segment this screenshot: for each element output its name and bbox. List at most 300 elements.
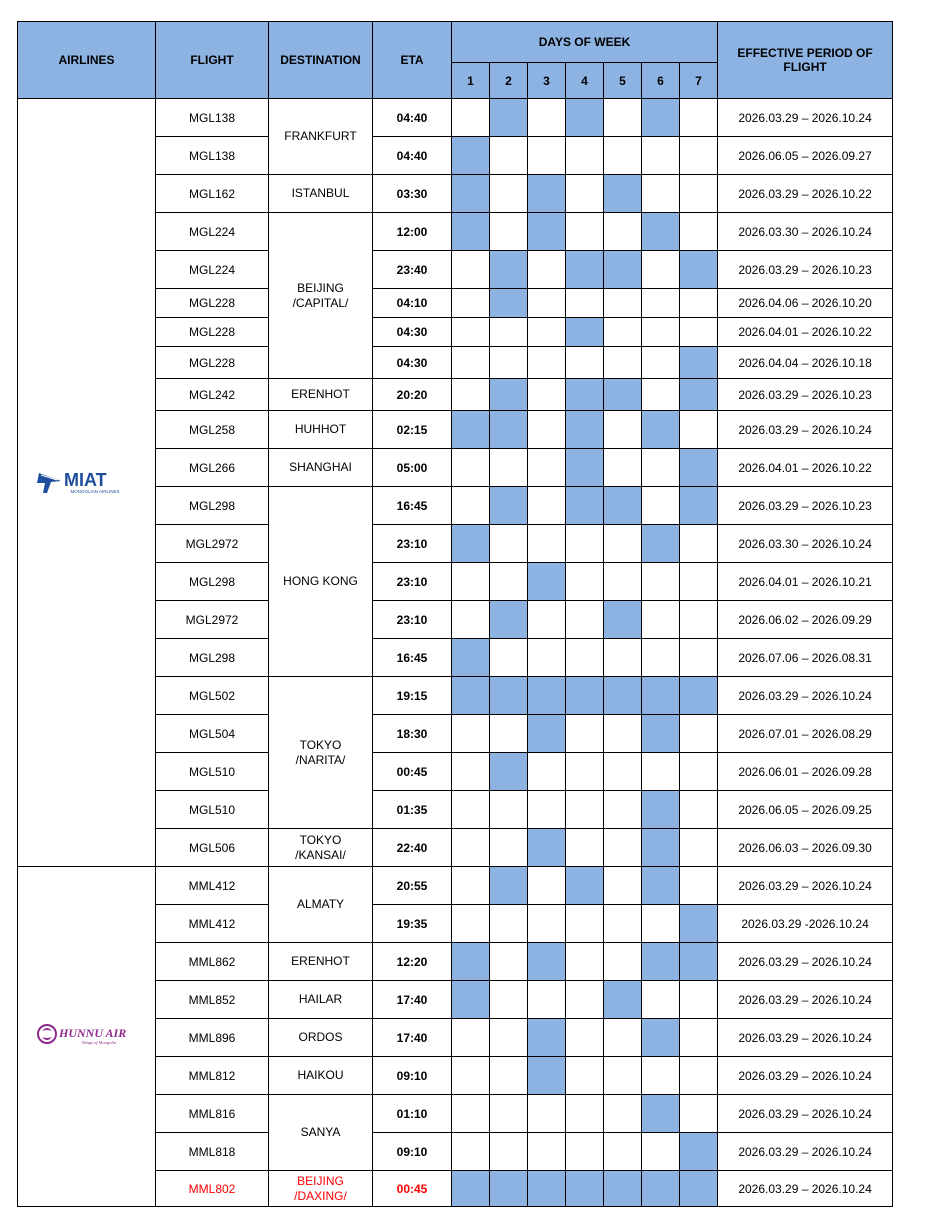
day-2-cell xyxy=(490,791,528,829)
miat-logo xyxy=(37,467,137,495)
day-3-cell xyxy=(528,639,566,677)
day-5-cell xyxy=(604,175,642,213)
day-1-cell xyxy=(452,347,490,379)
day-2-cell xyxy=(490,1171,528,1207)
day-2-cell xyxy=(490,175,528,213)
day-7-cell xyxy=(680,289,718,318)
flight-number: MML862 xyxy=(156,943,269,981)
flight-number: MML412 xyxy=(156,867,269,905)
day-7-cell xyxy=(680,715,718,753)
day-1-cell xyxy=(452,487,490,525)
eta: 03:30 xyxy=(373,175,452,213)
day-4-cell xyxy=(566,867,604,905)
effective-period: 2026.06.02 – 2026.09.29 xyxy=(718,601,893,639)
day-5-cell xyxy=(604,347,642,379)
day-6-cell xyxy=(642,213,680,251)
eta: 23:10 xyxy=(373,563,452,601)
day-7-cell xyxy=(680,99,718,137)
header-day-6: 6 xyxy=(642,63,680,99)
flight-number: MGL298 xyxy=(156,639,269,677)
day-6-cell xyxy=(642,867,680,905)
day-1-cell xyxy=(452,1171,490,1207)
day-5-cell xyxy=(604,943,642,981)
header-day-1: 1 xyxy=(452,63,490,99)
day-6-cell xyxy=(642,943,680,981)
effective-period: 2026.03.30 – 2026.10.24 xyxy=(718,525,893,563)
day-2-cell xyxy=(490,449,528,487)
day-2-cell xyxy=(490,601,528,639)
effective-period: 2026.03.29 – 2026.10.24 xyxy=(718,1171,893,1207)
day-7-cell xyxy=(680,943,718,981)
effective-period: 2026.03.29 – 2026.10.24 xyxy=(718,943,893,981)
day-2-cell xyxy=(490,867,528,905)
day-6-cell xyxy=(642,715,680,753)
eta: 04:40 xyxy=(373,137,452,175)
day-3-cell xyxy=(528,347,566,379)
flight-number: MGL138 xyxy=(156,137,269,175)
day-5-cell xyxy=(604,563,642,601)
effective-period: 2026.04.01 – 2026.10.22 xyxy=(718,449,893,487)
day-7-cell xyxy=(680,791,718,829)
day-4-cell xyxy=(566,981,604,1019)
day-6-cell xyxy=(642,411,680,449)
day-1-cell xyxy=(452,753,490,791)
day-5-cell xyxy=(604,1095,642,1133)
day-1-cell xyxy=(452,1057,490,1095)
eta: 04:30 xyxy=(373,318,452,347)
day-1-cell xyxy=(452,318,490,347)
day-6-cell xyxy=(642,829,680,867)
eta: 18:30 xyxy=(373,715,452,753)
eta: 19:15 xyxy=(373,677,452,715)
effective-period: 2026.03.29 – 2026.10.24 xyxy=(718,677,893,715)
flight-number: MGL502 xyxy=(156,677,269,715)
day-5-cell xyxy=(604,639,642,677)
day-5-cell xyxy=(604,601,642,639)
day-1-cell xyxy=(452,525,490,563)
effective-period: 2026.03.29 – 2026.10.22 xyxy=(718,175,893,213)
day-3-cell xyxy=(528,1095,566,1133)
flight-number: MGL162 xyxy=(156,175,269,213)
day-7-cell xyxy=(680,1171,718,1207)
effective-period: 2026.03.29 – 2026.10.23 xyxy=(718,251,893,289)
day-7-cell xyxy=(680,1019,718,1057)
day-3-cell xyxy=(528,1019,566,1057)
day-2-cell xyxy=(490,829,528,867)
day-2-cell xyxy=(490,1133,528,1171)
day-7-cell xyxy=(680,1095,718,1133)
day-3-cell xyxy=(528,867,566,905)
day-1-cell xyxy=(452,639,490,677)
day-2-cell xyxy=(490,639,528,677)
day-7-cell xyxy=(680,677,718,715)
flight-number: MML896 xyxy=(156,1019,269,1057)
day-2-cell xyxy=(490,213,528,251)
effective-period: 2026.04.01 – 2026.10.21 xyxy=(718,563,893,601)
day-6-cell xyxy=(642,1133,680,1171)
destination: HAILAR xyxy=(269,981,373,1019)
day-4-cell xyxy=(566,677,604,715)
flight-number: MGL228 xyxy=(156,318,269,347)
eta: 23:10 xyxy=(373,525,452,563)
day-1-cell xyxy=(452,791,490,829)
header-day-5: 5 xyxy=(604,63,642,99)
flight-number: MGL258 xyxy=(156,411,269,449)
destination: HAIKOU xyxy=(269,1057,373,1095)
svg-text:HUNNU AIR: HUNNU AIR xyxy=(58,1026,126,1040)
effective-period: 2026.04.01 – 2026.10.22 xyxy=(718,318,893,347)
destination: BEIJING /DAXING/ xyxy=(269,1171,373,1207)
day-6-cell xyxy=(642,981,680,1019)
day-3-cell xyxy=(528,715,566,753)
flight-number: MGL298 xyxy=(156,563,269,601)
day-6-cell xyxy=(642,1019,680,1057)
day-1-cell xyxy=(452,905,490,943)
effective-period: 2026.03.29 – 2026.10.24 xyxy=(718,411,893,449)
day-6-cell xyxy=(642,175,680,213)
eta: 00:45 xyxy=(373,1171,452,1207)
day-2-cell xyxy=(490,905,528,943)
day-4-cell xyxy=(566,905,604,943)
day-7-cell xyxy=(680,563,718,601)
day-3-cell xyxy=(528,318,566,347)
day-6-cell xyxy=(642,99,680,137)
eta: 09:10 xyxy=(373,1133,452,1171)
day-7-cell xyxy=(680,1057,718,1095)
effective-period: 2026.03.29 – 2026.10.24 xyxy=(718,1057,893,1095)
eta: 12:00 xyxy=(373,213,452,251)
day-6-cell xyxy=(642,137,680,175)
day-4-cell xyxy=(566,1133,604,1171)
effective-period: 2026.06.05 – 2026.09.27 xyxy=(718,137,893,175)
eta: 23:10 xyxy=(373,601,452,639)
day-5-cell xyxy=(604,99,642,137)
day-5-cell xyxy=(604,791,642,829)
flight-number: MGL242 xyxy=(156,379,269,411)
day-3-cell xyxy=(528,563,566,601)
day-6-cell xyxy=(642,753,680,791)
day-1-cell xyxy=(452,601,490,639)
day-6-cell xyxy=(642,1095,680,1133)
eta: 04:10 xyxy=(373,289,452,318)
svg-text:Wings of Mongolia: Wings of Mongolia xyxy=(81,1040,116,1045)
day-4-cell xyxy=(566,1171,604,1207)
day-4-cell xyxy=(566,791,604,829)
eta: 16:45 xyxy=(373,487,452,525)
day-1-cell xyxy=(452,289,490,318)
day-5-cell xyxy=(604,1019,642,1057)
day-7-cell xyxy=(680,867,718,905)
effective-period: 2026.03.29 – 2026.10.24 xyxy=(718,1019,893,1057)
day-6-cell xyxy=(642,449,680,487)
day-2-cell xyxy=(490,563,528,601)
effective-period: 2026.06.01 – 2026.09.28 xyxy=(718,753,893,791)
day-5-cell xyxy=(604,525,642,563)
day-4-cell xyxy=(566,449,604,487)
day-4-cell xyxy=(566,563,604,601)
day-5-cell xyxy=(604,379,642,411)
effective-period: 2026.03.29 – 2026.10.23 xyxy=(718,379,893,411)
day-1-cell xyxy=(452,715,490,753)
day-6-cell xyxy=(642,639,680,677)
header-day-4: 4 xyxy=(566,63,604,99)
header-eta: ETA xyxy=(373,22,452,99)
effective-period: 2026.04.04 – 2026.10.18 xyxy=(718,347,893,379)
header-airlines: AIRLINES xyxy=(18,22,156,99)
day-5-cell xyxy=(604,137,642,175)
day-4-cell xyxy=(566,318,604,347)
day-5-cell xyxy=(604,677,642,715)
day-6-cell xyxy=(642,379,680,411)
eta: 01:35 xyxy=(373,791,452,829)
effective-period: 2026.03.29 – 2026.10.24 xyxy=(718,1095,893,1133)
day-7-cell xyxy=(680,379,718,411)
day-3-cell xyxy=(528,525,566,563)
day-4-cell xyxy=(566,753,604,791)
flight-number: MML412 xyxy=(156,905,269,943)
day-1-cell xyxy=(452,411,490,449)
day-4-cell xyxy=(566,943,604,981)
destination: BEIJING /CAPITAL/ xyxy=(269,213,373,379)
day-6-cell xyxy=(642,601,680,639)
day-2-cell xyxy=(490,137,528,175)
destination: FRANKFURT xyxy=(269,99,373,175)
day-2-cell xyxy=(490,1019,528,1057)
day-4-cell xyxy=(566,829,604,867)
schedule-body xyxy=(18,99,893,1207)
day-2-cell xyxy=(490,677,528,715)
hunnu-air-logo-cell xyxy=(18,867,156,1207)
destination: SANYA xyxy=(269,1095,373,1171)
day-7-cell xyxy=(680,753,718,791)
flight-number: MGL228 xyxy=(156,347,269,379)
day-4-cell xyxy=(566,639,604,677)
day-1-cell xyxy=(452,1133,490,1171)
flight-number: MGL298 xyxy=(156,487,269,525)
table-row xyxy=(18,867,893,905)
eta: 05:00 xyxy=(373,449,452,487)
day-6-cell xyxy=(642,487,680,525)
flight-number: MGL266 xyxy=(156,449,269,487)
day-5-cell xyxy=(604,1133,642,1171)
day-1-cell xyxy=(452,1019,490,1057)
destination: TOKYO /KANSAI/ xyxy=(269,829,373,867)
day-3-cell xyxy=(528,829,566,867)
eta: 00:45 xyxy=(373,753,452,791)
day-5-cell xyxy=(604,411,642,449)
day-7-cell xyxy=(680,411,718,449)
day-4-cell xyxy=(566,1019,604,1057)
day-3-cell xyxy=(528,411,566,449)
eta: 20:20 xyxy=(373,379,452,411)
effective-period: 2026.07.06 – 2026.08.31 xyxy=(718,639,893,677)
day-7-cell xyxy=(680,251,718,289)
day-5-cell xyxy=(604,449,642,487)
day-1-cell xyxy=(452,213,490,251)
day-6-cell xyxy=(642,677,680,715)
destination: TOKYO /NARITA/ xyxy=(269,677,373,829)
effective-period: 2026.03.29 – 2026.10.24 xyxy=(718,1133,893,1171)
flight-number: MGL138 xyxy=(156,99,269,137)
flight-number: MGL224 xyxy=(156,213,269,251)
flight-number: MML852 xyxy=(156,981,269,1019)
day-3-cell xyxy=(528,1057,566,1095)
day-2-cell xyxy=(490,318,528,347)
day-1-cell xyxy=(452,99,490,137)
day-7-cell xyxy=(680,213,718,251)
eta: 16:45 xyxy=(373,639,452,677)
svg-text:MONGOLIAN AIRLINES: MONGOLIAN AIRLINES xyxy=(69,489,120,494)
eta: 04:30 xyxy=(373,347,452,379)
day-2-cell xyxy=(490,347,528,379)
flight-number: MGL506 xyxy=(156,829,269,867)
destination: ORDOS xyxy=(269,1019,373,1057)
day-4-cell xyxy=(566,379,604,411)
eta: 23:40 xyxy=(373,251,452,289)
eta: 01:10 xyxy=(373,1095,452,1133)
day-1-cell xyxy=(452,379,490,411)
day-3-cell xyxy=(528,791,566,829)
day-1-cell xyxy=(452,829,490,867)
day-4-cell xyxy=(566,601,604,639)
eta: 09:10 xyxy=(373,1057,452,1095)
flight-number: MGL228 xyxy=(156,289,269,318)
day-4-cell xyxy=(566,487,604,525)
day-6-cell xyxy=(642,1171,680,1207)
day-6-cell xyxy=(642,289,680,318)
day-3-cell xyxy=(528,905,566,943)
destination: ERENHOT xyxy=(269,379,373,411)
day-5-cell xyxy=(604,715,642,753)
flight-number: MGL2972 xyxy=(156,601,269,639)
day-7-cell xyxy=(680,487,718,525)
day-7-cell xyxy=(680,318,718,347)
destination: ALMATY xyxy=(269,867,373,943)
flight-number: MGL510 xyxy=(156,791,269,829)
day-7-cell xyxy=(680,449,718,487)
day-2-cell xyxy=(490,753,528,791)
day-1-cell xyxy=(452,563,490,601)
day-1-cell xyxy=(452,175,490,213)
day-5-cell xyxy=(604,213,642,251)
day-7-cell xyxy=(680,905,718,943)
day-5-cell xyxy=(604,867,642,905)
effective-period: 2026.03.29 -2026.10.24 xyxy=(718,905,893,943)
day-3-cell xyxy=(528,213,566,251)
day-5-cell xyxy=(604,289,642,318)
day-4-cell xyxy=(566,1057,604,1095)
flight-number: MML802 xyxy=(156,1171,269,1207)
day-6-cell xyxy=(642,251,680,289)
eta: 22:40 xyxy=(373,829,452,867)
day-2-cell xyxy=(490,251,528,289)
header-day-7: 7 xyxy=(680,63,718,99)
day-4-cell xyxy=(566,525,604,563)
day-4-cell xyxy=(566,411,604,449)
day-4-cell xyxy=(566,175,604,213)
svg-text:MIAT: MIAT xyxy=(63,470,107,490)
day-2-cell xyxy=(490,1095,528,1133)
day-1-cell xyxy=(452,677,490,715)
day-7-cell xyxy=(680,347,718,379)
hunnu-air-logo xyxy=(37,1022,137,1048)
header-day-3: 3 xyxy=(528,63,566,99)
flight-number: MGL504 xyxy=(156,715,269,753)
day-3-cell xyxy=(528,289,566,318)
day-3-cell xyxy=(528,487,566,525)
day-7-cell xyxy=(680,829,718,867)
destination: HONG KONG xyxy=(269,487,373,677)
flight-schedule-table xyxy=(17,21,893,1207)
day-5-cell xyxy=(604,753,642,791)
miat-logo-cell xyxy=(18,99,156,867)
flight-number: MGL224 xyxy=(156,251,269,289)
effective-period: 2026.07.01 – 2026.08.29 xyxy=(718,715,893,753)
day-4-cell xyxy=(566,715,604,753)
effective-period: 2026.06.05 – 2026.09.25 xyxy=(718,791,893,829)
effective-period: 2026.03.29 – 2026.10.24 xyxy=(718,981,893,1019)
day-2-cell xyxy=(490,1057,528,1095)
day-4-cell xyxy=(566,251,604,289)
day-1-cell xyxy=(452,251,490,289)
eta: 19:35 xyxy=(373,905,452,943)
flight-number: MML818 xyxy=(156,1133,269,1171)
day-4-cell xyxy=(566,137,604,175)
eta: 04:40 xyxy=(373,99,452,137)
day-6-cell xyxy=(642,525,680,563)
day-6-cell xyxy=(642,1057,680,1095)
day-3-cell xyxy=(528,175,566,213)
header-effective-period: EFFECTIVE PERIOD OF FLIGHT xyxy=(718,22,893,99)
day-3-cell xyxy=(528,981,566,1019)
day-2-cell xyxy=(490,411,528,449)
effective-period: 2026.03.29 – 2026.10.24 xyxy=(718,99,893,137)
day-5-cell xyxy=(604,829,642,867)
header-days-of-week: DAYS OF WEEK xyxy=(452,22,718,63)
day-1-cell xyxy=(452,943,490,981)
day-3-cell xyxy=(528,943,566,981)
day-2-cell xyxy=(490,289,528,318)
day-4-cell xyxy=(566,1095,604,1133)
day-2-cell xyxy=(490,715,528,753)
day-5-cell xyxy=(604,1171,642,1207)
day-2-cell xyxy=(490,379,528,411)
day-4-cell xyxy=(566,289,604,318)
day-6-cell xyxy=(642,563,680,601)
day-1-cell xyxy=(452,137,490,175)
header-destination: DESTINATION xyxy=(269,22,373,99)
day-3-cell xyxy=(528,251,566,289)
day-3-cell xyxy=(528,601,566,639)
day-1-cell xyxy=(452,867,490,905)
day-7-cell xyxy=(680,601,718,639)
day-2-cell xyxy=(490,99,528,137)
destination: ISTANBUL xyxy=(269,175,373,213)
day-2-cell xyxy=(490,943,528,981)
day-7-cell xyxy=(680,639,718,677)
day-3-cell xyxy=(528,1171,566,1207)
day-7-cell xyxy=(680,525,718,563)
effective-period: 2026.03.30 – 2026.10.24 xyxy=(718,213,893,251)
flight-number: MML816 xyxy=(156,1095,269,1133)
day-5-cell xyxy=(604,487,642,525)
day-4-cell xyxy=(566,347,604,379)
day-4-cell xyxy=(566,213,604,251)
flight-number: MML812 xyxy=(156,1057,269,1095)
day-3-cell xyxy=(528,137,566,175)
day-5-cell xyxy=(604,318,642,347)
header-day-2: 2 xyxy=(490,63,528,99)
